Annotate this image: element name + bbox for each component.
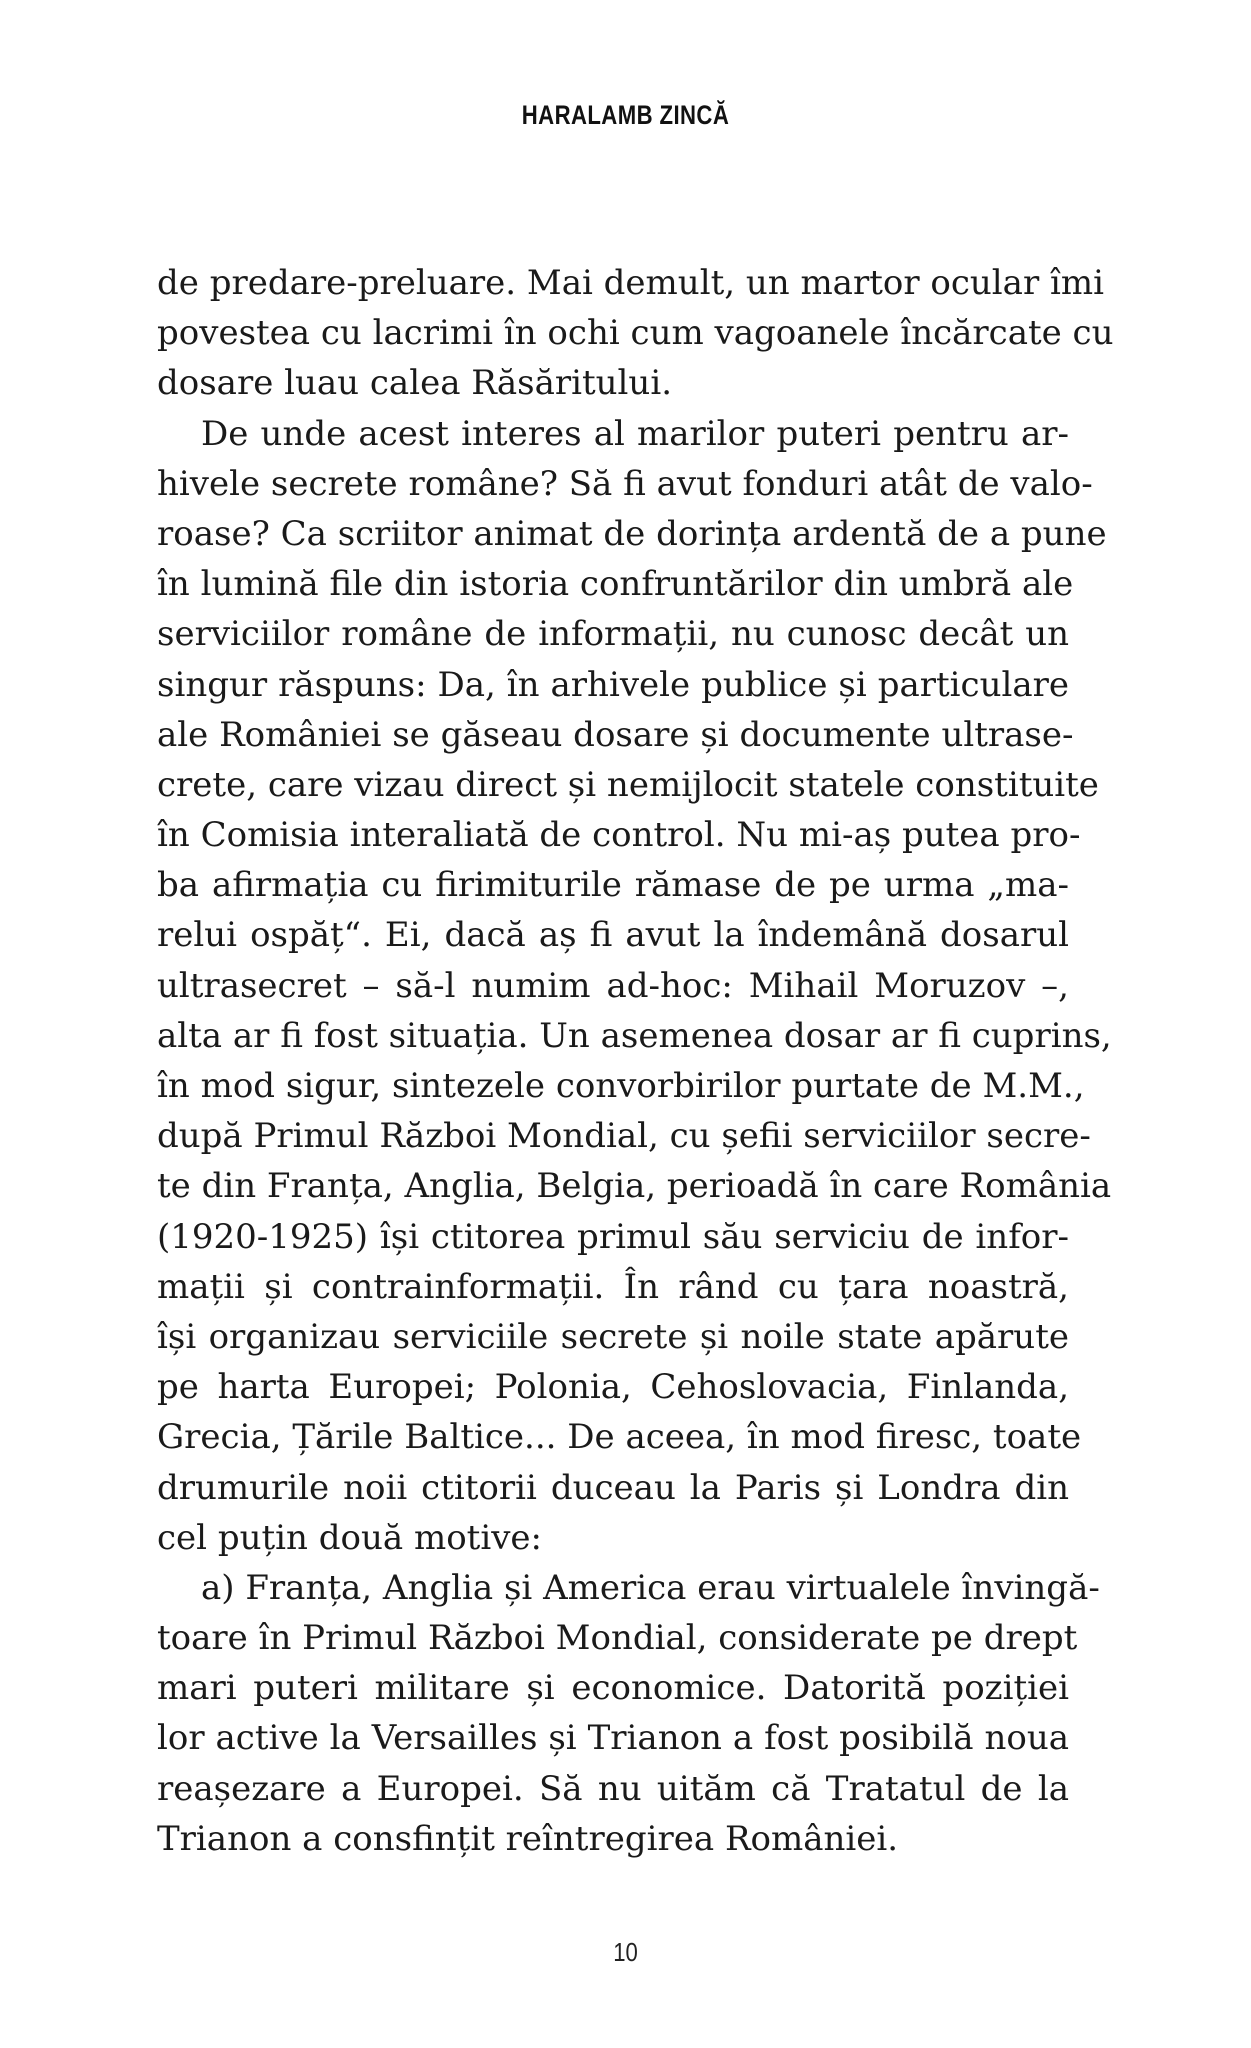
- text-line: relui ospăț“. Ei, dacă aș fi avut la îndemână dosarul: [157, 915, 1069, 956]
- text-line: cel puțin două motive:: [157, 1517, 542, 1558]
- text-line: roase? Ca scriitor animat de dorința ardentă de a pune: [157, 513, 1107, 554]
- page-number: 10: [613, 1937, 638, 1967]
- text-line: ultrasecret – să-l numim ad-hoc: Mihail Moruzov –,: [157, 965, 1069, 1006]
- text-line: ba afirmația cu firimiturile rămase de pe urma „ma-: [157, 865, 1069, 906]
- text-line: ale României se găseau dosare și documente ultrase-: [157, 714, 1074, 755]
- text-line: De unde acest interes al marilor puteri pentru ar-: [201, 413, 1069, 454]
- text-line: mații și contrainformații. În rând cu țara noastră,: [157, 1266, 1069, 1307]
- text-line: singur răspuns: Da, în arhivele publice și particulare: [157, 664, 1069, 705]
- text-line: alta ar fi fost situația. Un asemenea dosar ar fi cuprins,: [157, 1015, 1112, 1056]
- text-line: (1920-1925) își ctitorea primul său serviciu de infor-: [157, 1216, 1069, 1257]
- running-header: HARALAMB ZINCĂ: [521, 100, 730, 130]
- text-line: reașezare a Europei. Să nu uităm că Tratatul de la: [157, 1768, 1069, 1809]
- text-line: în mod sigur, sintezele convorbirilor purtate de M.M.,: [157, 1066, 1085, 1106]
- text-line: de predare-preluare. Mai demult, un martor ocular îmi: [157, 263, 1105, 303]
- text-line: pe harta Europei; Polonia, Cehoslovacia, Finlanda,: [157, 1367, 1069, 1408]
- text-line: serviciilor române de informații, nu cunosc decât un: [157, 614, 1069, 655]
- text-line: povestea cu lacrimi în ochi cum vagoanele încărcate cu: [157, 313, 1114, 354]
- text-line: hivele secrete române? Să fi avut fonduri atât de valo-: [157, 463, 1093, 504]
- text-line: drumurile noii ctitorii duceau la Paris și Londra din: [157, 1467, 1069, 1508]
- text-line: lor active la Versailles și Trianon a fost posibilă noua: [157, 1718, 1069, 1759]
- text-line: în lumină file din istoria confruntărilor din umbră ale: [157, 564, 1074, 605]
- text-line: Trianon a consfințit reîntregirea României.: [157, 1818, 899, 1859]
- text-line: toare în Primul Război Mondial, considerate pe drept: [157, 1618, 1078, 1659]
- text-line: își organizau serviciile secrete și noile state apărute: [157, 1316, 1069, 1357]
- text-line: în Comisia interaliată de control. Nu mi-aș putea pro-: [157, 815, 1081, 856]
- text-line: mari puteri militare și economice. Datorită poziției: [157, 1668, 1069, 1709]
- text-line: Grecia, Țările Baltice... De aceea, în mod firesc, toate: [157, 1417, 1082, 1458]
- text-line: a) Franța, Anglia și America erau virtualele învingă-: [201, 1567, 1100, 1608]
- text-line: după Primul Război Mondial, cu șefii serviciilor secre-: [157, 1116, 1091, 1157]
- text-line: te din Franța, Anglia, Belgia, perioadă în care România: [157, 1166, 1112, 1207]
- text-line: dosare luau calea Răsăritului.: [157, 363, 672, 404]
- text-line: crete, care vizau direct și nemijlocit statele constituite: [157, 764, 1099, 805]
- body-text: [157, 258, 1114, 1864]
